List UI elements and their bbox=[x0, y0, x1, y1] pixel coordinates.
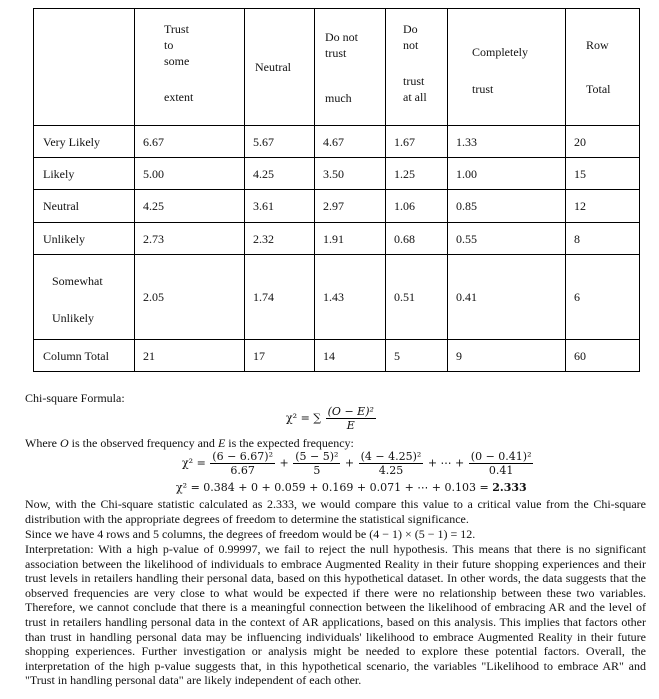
expected-frequency-table bbox=[33, 8, 640, 372]
table-cell: 0.51 bbox=[386, 255, 448, 340]
row-label: Somewhat Unlikely bbox=[34, 255, 135, 340]
table-cell: 5 bbox=[386, 340, 448, 372]
table-cell: 0.55 bbox=[448, 223, 566, 255]
chi-square-formula: χ² = ∑ $\frac{\text{(O − E)²}}{E}$ bbox=[286, 405, 374, 432]
header-not-at-all: Do not trust at all bbox=[386, 9, 448, 126]
table-cell: 8 bbox=[566, 223, 640, 255]
row-label: Likely bbox=[34, 158, 135, 190]
table-row bbox=[34, 340, 640, 372]
paragraph-critical-value: Now, with the Chi-square statistic calculated as 2.333, we would compare this value to a critical value from the Chi-square distribution with the appropriate degrees of freedom to determine the statistical significance. bbox=[25, 497, 646, 526]
where-line: Where O is the observed frequency and E is the expected frequency: bbox=[25, 436, 354, 450]
table-row bbox=[34, 223, 640, 255]
paragraph-degrees-freedom: Since we have 4 rows and 5 columns, the degrees of freedom would be (4 − 1) × (5 − 1) = 12. bbox=[25, 527, 476, 541]
row-label: Very Likely bbox=[34, 126, 135, 158]
row-label: Column Total bbox=[34, 340, 135, 372]
table-cell: 6.67 bbox=[135, 126, 245, 158]
table-cell: 17 bbox=[245, 340, 315, 372]
table-cell: 2.32 bbox=[245, 223, 315, 255]
table-cell: 21 bbox=[135, 340, 245, 372]
table-cell: 1.00 bbox=[448, 158, 566, 190]
table-cell: 1.33 bbox=[448, 126, 566, 158]
table-row bbox=[34, 126, 640, 158]
table-cell: 15 bbox=[566, 158, 640, 190]
table-cell: 20 bbox=[566, 126, 640, 158]
table-cell: 5.67 bbox=[245, 126, 315, 158]
table-cell: 2.73 bbox=[135, 223, 245, 255]
header-completely: Completely trust bbox=[448, 9, 566, 126]
table-cell: 4.25 bbox=[135, 190, 245, 223]
table-header-row bbox=[34, 9, 640, 126]
formula-fraction: $\frac{\text{(O − E)²}}{E}$ bbox=[327, 405, 374, 432]
table-row bbox=[34, 190, 640, 223]
table-row bbox=[34, 255, 640, 340]
table-cell: 1.91 bbox=[315, 223, 386, 255]
table-cell: 1.74 bbox=[245, 255, 315, 340]
header-not-much: Do not trust much bbox=[315, 9, 386, 126]
table-cell: 0.41 bbox=[448, 255, 566, 340]
table-cell: 3.61 bbox=[245, 190, 315, 223]
table-row bbox=[34, 158, 640, 190]
table-cell: 1.06 bbox=[386, 190, 448, 223]
table-cell: 3.50 bbox=[315, 158, 386, 190]
table-cell: 2.97 bbox=[315, 190, 386, 223]
table-cell: 4.25 bbox=[245, 158, 315, 190]
table-cell: 1.25 bbox=[386, 158, 448, 190]
table-cell: 9 bbox=[448, 340, 566, 372]
table-cell: 0.85 bbox=[448, 190, 566, 223]
table-cell: 0.68 bbox=[386, 223, 448, 255]
table-cell: 6 bbox=[566, 255, 640, 340]
table-cell: 1.43 bbox=[315, 255, 386, 340]
row-label: Unlikely bbox=[34, 223, 135, 255]
header-neutral: Neutral bbox=[245, 9, 315, 126]
table-cell: 2.05 bbox=[135, 255, 245, 340]
chi-square-result: χ² = 0.384 + 0 + 0.059 + 0.169 + 0.071 + ⋯ + 0.103 = 2.333 bbox=[176, 481, 527, 494]
table-cell: 12 bbox=[566, 190, 640, 223]
table-cell: 4.67 bbox=[315, 126, 386, 158]
paragraph-interpretation: Interpretation: With a high p-value of 0.99997, we fail to reject the null hypothesis. This means that there is no significant association between the likelihood of individuals to embrace Augmented Reality in their future shopping experiences and their trust levels in retailers handling their personal data, based on this hypothetical dataset. In other words, the data suggests that the observed frequencies are very close to what would be expected if there were no relationship between these two variables. Therefore, we cannot conclude that there is a meaningful connection between the likelihood of embracing AR and the level of trust in retailers handling personal data in the context of AR applications, based on this analysis. This implies that factors other than trust in handling personal data may be influencing individuals' likelihood to embrace Augmented Reality in their future shopping experiences. Further investigation or analysis might be needed to explore these potential factors. Overall, the interpretation of the high p-value suggests that, in this hypothetical scenario, the variables "Likelihood to embrace AR" and "Trust in handling personal data" are likely independent of each other. bbox=[25, 542, 646, 688]
table-cell: 1.67 bbox=[386, 126, 448, 158]
table-cell: 5.00 bbox=[135, 158, 245, 190]
chi-square-expansion: χ² = $\frac{\text{(6 − 6.67)²}}{6.67}$ + $\frac{\text{(5 − 5)²}}{5}$ + $\frac{\text{(4 − 4.25)²}}{4.25}$ + ⋯ + $\frac{\text{(0 − 0.41)²}}{0.41}$ bbox=[182, 450, 532, 477]
table-cell: 60 bbox=[566, 340, 640, 372]
header-row-total: Row Total bbox=[566, 9, 640, 126]
header-trust-some: Trust to some extent bbox=[135, 9, 245, 126]
row-label: Neutral bbox=[34, 190, 135, 223]
table-cell: 14 bbox=[315, 340, 386, 372]
formula-heading: Chi-square Formula: bbox=[25, 391, 125, 405]
header-empty-cell bbox=[34, 9, 135, 126]
